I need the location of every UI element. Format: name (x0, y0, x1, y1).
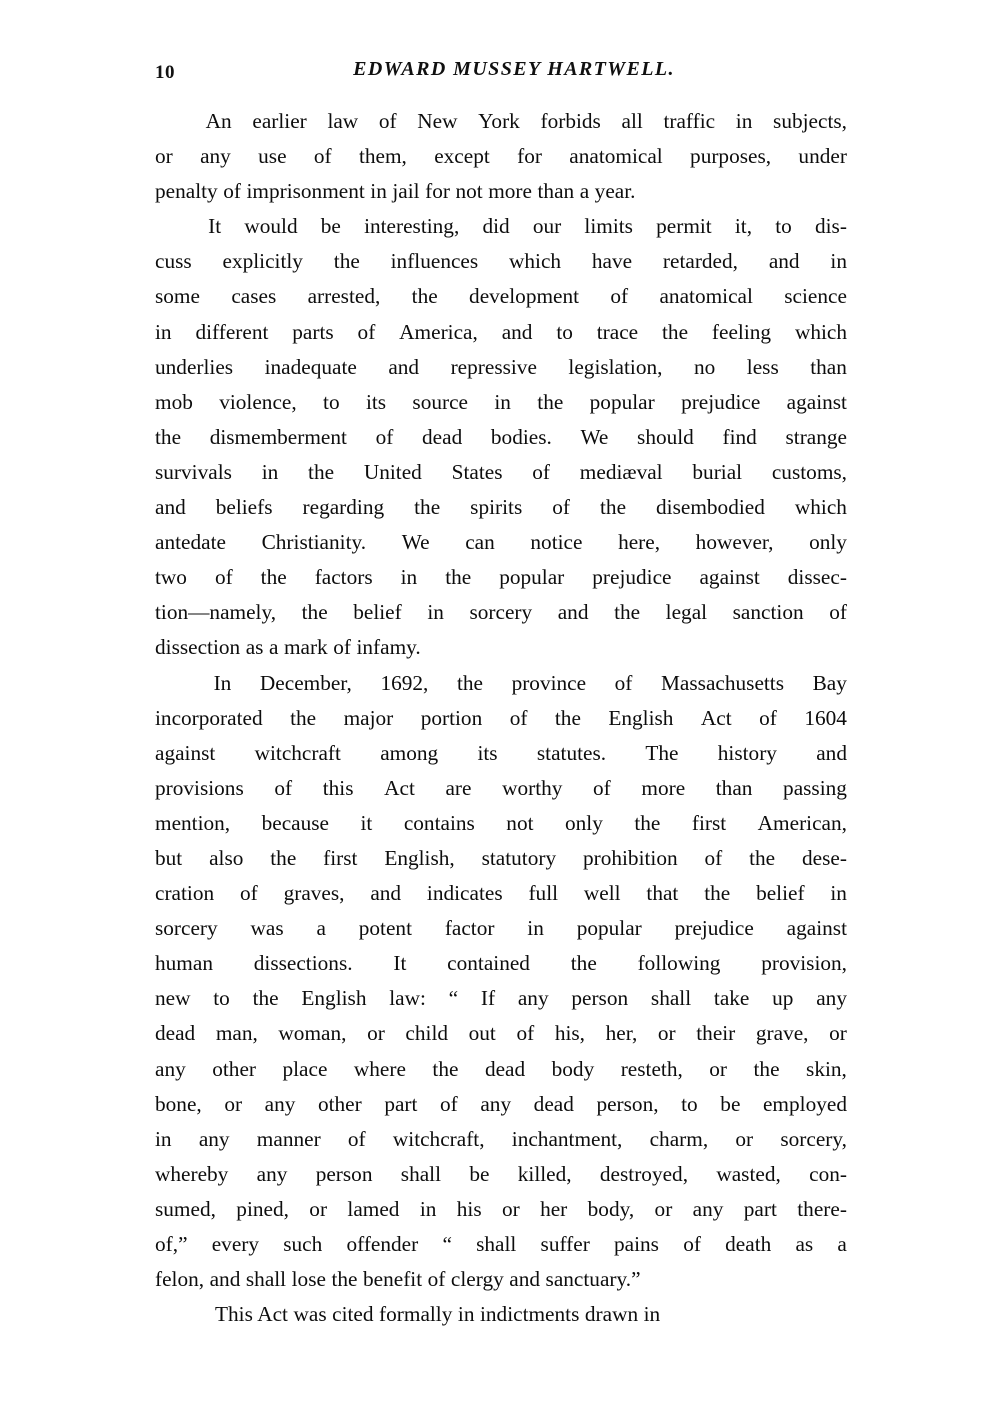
text-line: mention, because it contains not only the first American, (155, 810, 847, 835)
text-line: It would be interesting, did our limits permit it, to dis- (208, 214, 847, 239)
text-line: against witchcraft among its statutes. The history and (155, 740, 847, 765)
text-line: underlies inadequate and repressive legislation, no less than (155, 354, 847, 379)
paragraph (155, 1297, 847, 1332)
text-line: cuss explicitly the influences which have retarded, and in (155, 249, 847, 274)
text-line: incorporated the major portion of the English Act of 1604 (155, 705, 847, 730)
text-line: dead man, woman, or child out of his, her, or their grave, or (155, 1021, 847, 1046)
text-line: some cases arrested, the development of anatomical science (155, 284, 847, 309)
text-line: or any use of them, except for anatomical purposes, under (155, 144, 847, 169)
text-line: penalty of imprisonment in jail for not more than a year. (155, 179, 636, 204)
paragraph (155, 666, 847, 1298)
text-line: any other place where the dead body resteth, or the skin, (155, 1056, 847, 1081)
text-line: dissection as a mark of infamy. (155, 635, 421, 660)
body-text-column (155, 104, 847, 1332)
text-line: bone, or any other part of any dead person, to be employed (155, 1091, 847, 1116)
text-line: the dismemberment of dead bodies. We should find strange (155, 424, 847, 449)
text-line: in any manner of witchcraft, inchantment, charm, or sorcery, (155, 1126, 847, 1151)
text-line: cration of graves, and indicates full well that the belief in (155, 881, 847, 906)
paragraph (155, 209, 847, 665)
text-line: two of the factors in the popular prejudice against dissec- (155, 565, 847, 590)
text-line: felon, and shall lose the benefit of clergy and sanctuary.” (155, 1267, 641, 1292)
text-line: new to the English law: “ If any person shall take up any (155, 986, 847, 1011)
page-header (155, 58, 845, 88)
text-line: of,” every such offender “ shall suffer pains of death as a (155, 1232, 847, 1256)
text-line: whereby any person shall be killed, destroyed, wasted, con- (155, 1161, 847, 1186)
text-line: sumed, pined, or lamed in his or her body, or any part there- (155, 1196, 847, 1221)
paragraph (155, 104, 847, 209)
text-line: human dissections. It contained the following provision, (155, 951, 847, 976)
text-line: This Act was cited formally in indictments drawn in (215, 1302, 661, 1327)
text-line: antedate Christianity. We can notice here, however, only (155, 530, 847, 555)
folio-number: 10 (155, 62, 175, 83)
text-line: survivals in the United States of mediæval burial customs, (155, 459, 847, 484)
text-line: mob violence, to its source in the popular prejudice against (155, 389, 847, 414)
text-line: In December, 1692, the province of Massachusetts Bay (213, 670, 847, 695)
text-line: tion—namely, the belief in sorcery and the legal sanction of (155, 600, 847, 625)
text-line: and beliefs regarding the spirits of the disembodied which (155, 495, 847, 520)
text-line: provisions of this Act are worthy of more than passing (155, 775, 847, 800)
text-line: in different parts of America, and to trace the feeling which (155, 319, 847, 344)
running-head: EDWARD MUSSEY HARTWELL. (353, 58, 675, 80)
text-line: An earlier law of New York forbids all traffic in subjects, (205, 109, 847, 133)
text-line: sorcery was a potent factor in popular prejudice against (155, 916, 847, 941)
text-line: but also the first English, statutory prohibition of the dese- (155, 845, 847, 870)
